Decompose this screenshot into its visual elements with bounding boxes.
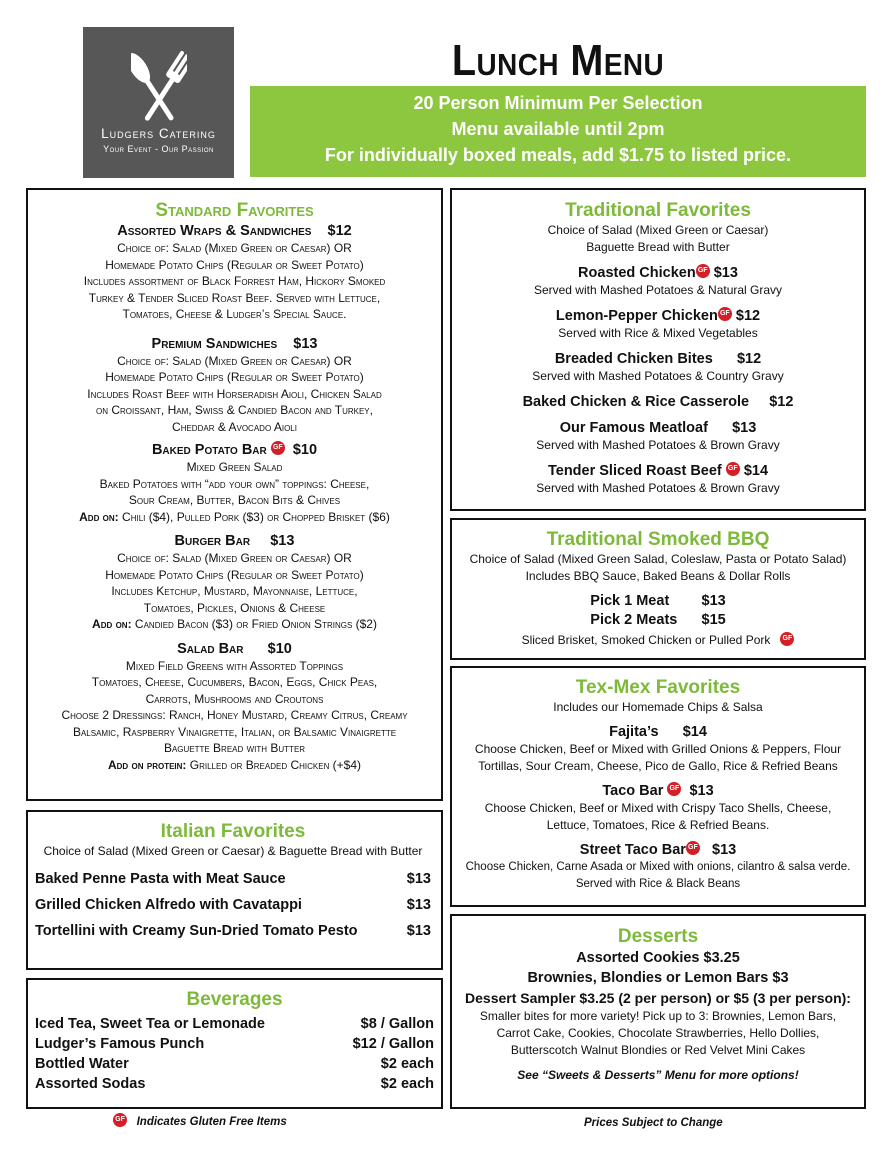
item-price: $13 bbox=[689, 783, 714, 799]
item-description: Served with Mashed Potatoes & Natural Gravy bbox=[533, 283, 783, 297]
addon-line bbox=[28, 616, 441, 633]
gluten-free-icon: GF bbox=[718, 307, 732, 321]
item-description bbox=[28, 459, 441, 525]
item-description bbox=[28, 658, 441, 774]
addon-text: Chili ($4), Pulled Pork ($3) or Chopped Brisket ($6) bbox=[118, 509, 390, 524]
desc-line: Carrots, Mushrooms and Croutons bbox=[145, 691, 324, 706]
desc-line: Homemade Potato Chips (Regular or Sweet Potato) bbox=[105, 257, 364, 272]
dessert-line: Dessert Sampler $3.25 (2 per person) or $5 (3 per person): bbox=[465, 990, 851, 1006]
banner-line: Menu available until 2pm bbox=[451, 119, 665, 139]
section-intro: Includes our Homemade Chips & Salsa bbox=[553, 700, 763, 714]
desc-line: Choose Chicken, Carne Asada or Mixed with onions, cilantro & salsa verde. bbox=[465, 861, 851, 873]
item-name: Pick 2 Meats bbox=[590, 612, 678, 628]
desc-line: Served with Rice & Black Beans bbox=[575, 878, 741, 890]
gluten-free-icon: GF bbox=[696, 264, 710, 278]
beverages-section bbox=[26, 978, 443, 1109]
menu-item bbox=[452, 394, 864, 411]
addon-line bbox=[28, 757, 441, 774]
item-name: Pick 1 Meat bbox=[590, 593, 670, 609]
dessert-line: Brownies, Blondies or Lemon Bars $3 bbox=[527, 970, 789, 986]
desc-line: Baked Potatoes with “add your own” toppings: Cheese, bbox=[99, 476, 370, 491]
item-price: $10 bbox=[267, 640, 292, 657]
menu-item bbox=[452, 265, 864, 282]
item-name: Baked Penne Pasta with Meat Sauce bbox=[35, 871, 286, 887]
menu-row bbox=[35, 1074, 434, 1094]
desc-line: Smaller bites for more variety! Pick up to 3: Brownies, Lemon Bars, bbox=[479, 1009, 837, 1023]
menu-item bbox=[28, 641, 441, 658]
section-title: Traditional Favorites bbox=[565, 200, 751, 221]
desc-line: Choose Chicken, Beef or Mixed with Grilled Onions & Peppers, Flour bbox=[474, 742, 842, 756]
menu-item bbox=[452, 783, 864, 800]
section-subtitle: Choice of Salad (Mixed Green or Caesar) & Baguette Bread with Butter bbox=[43, 844, 423, 858]
logo bbox=[83, 27, 234, 178]
section-title: Tex-Mex Favorites bbox=[575, 677, 741, 698]
menu-item bbox=[452, 463, 864, 480]
menu-item bbox=[452, 308, 864, 325]
section-title: Traditional Smoked BBQ bbox=[546, 529, 770, 550]
item-name: Our Famous Meatloaf bbox=[559, 420, 708, 436]
intro-line: Choice of Salad (Mixed Green or Caesar) bbox=[547, 223, 769, 237]
italian-favorites-section bbox=[26, 810, 443, 970]
item-description bbox=[452, 859, 864, 893]
item-price: $14 bbox=[682, 724, 707, 740]
item-name: Salad Bar bbox=[177, 640, 244, 657]
prices-note: Prices Subject to Change bbox=[584, 1117, 723, 1129]
menu-item bbox=[28, 223, 441, 240]
item-price: $13 bbox=[406, 923, 431, 939]
item-name: Iced Tea, Sweet Tea or Lemonade bbox=[35, 1016, 265, 1032]
menu-item bbox=[28, 442, 441, 459]
item-name: Tender Sliced Roast Beef bbox=[547, 463, 722, 479]
section-title: Desserts bbox=[617, 926, 699, 947]
desc-line: Includes Ketchup, Mustard, Mayonnaise, Lettuce, bbox=[111, 584, 358, 598]
item-name: Assorted Sodas bbox=[35, 1076, 146, 1092]
item-price: $13 bbox=[712, 842, 737, 858]
item-price: $15 bbox=[701, 612, 726, 628]
menu-row bbox=[35, 897, 431, 913]
banner-line: For individually boxed meals, add $1.75 to listed price. bbox=[324, 145, 792, 165]
item-description: Served with Rice & Mixed Vegetables bbox=[558, 326, 758, 340]
desc-line: Tomatoes, Pickles, Onions & Cheese bbox=[143, 600, 326, 615]
section-intro bbox=[452, 222, 864, 256]
desc-line: Includes Roast Beef with Horseradish Aioli, Chicken Salad bbox=[87, 386, 382, 401]
desc-line: Butterscotch Walnut Blondies or Red Velvet Mini Cakes bbox=[510, 1043, 806, 1057]
item-description bbox=[452, 1008, 864, 1059]
banner-line: 20 Person Minimum Per Selection bbox=[413, 93, 703, 113]
item-name: Breaded Chicken Bites bbox=[554, 351, 713, 367]
item-name: Ludger’s Famous Punch bbox=[35, 1036, 205, 1052]
logo-name: Ludgers Catering bbox=[101, 126, 216, 141]
item-name: Street Taco Bar bbox=[579, 842, 686, 858]
desc-line: Baguette Bread with Butter bbox=[163, 741, 306, 755]
info-banner bbox=[250, 86, 866, 177]
desc-line: Homemade Potato Chips (Regular or Sweet Potato) bbox=[105, 567, 364, 582]
meat-options: Sliced Brisket, Smoked Chicken or Pulled Pork bbox=[521, 633, 771, 647]
item-price: $8 / Gallon bbox=[360, 1016, 434, 1032]
desc-line: Includes assortment of Black Forrest Ham, Hickory Smoked bbox=[83, 274, 386, 288]
menu-item bbox=[28, 533, 441, 550]
desc-line: Choice of: Salad (Mixed Green or Caesar) OR bbox=[117, 353, 352, 368]
item-price: $12 bbox=[735, 308, 761, 324]
item-price: $13 bbox=[293, 335, 318, 352]
page-title: Lunch Menu bbox=[451, 36, 665, 85]
menu-row bbox=[35, 1054, 434, 1074]
desc-line: Choose Chicken, Beef or Mixed with Crispy Taco Shells, Cheese, bbox=[484, 801, 832, 815]
gf-note: Indicates Gluten Free Items bbox=[136, 1116, 287, 1129]
desc-line: Tomatoes, Cheese & Ludger’s Special Sauce. bbox=[122, 307, 347, 321]
intro-line: Baguette Bread with Butter bbox=[586, 240, 730, 254]
gluten-free-icon: GF bbox=[113, 1113, 127, 1127]
item-price: $13 bbox=[701, 593, 726, 609]
item-description bbox=[28, 550, 441, 633]
item-price: $13 bbox=[406, 897, 431, 913]
addon-text: Candied Bacon ($3) or Fried Onion Strings ($2) bbox=[131, 617, 377, 631]
item-name: Assorted Wraps & Sandwiches bbox=[117, 223, 312, 239]
desc-line: on Croissant, Ham, Swiss & Candied Bacon and Turkey, bbox=[96, 403, 373, 417]
desc-line: Carrot Cake, Cookies, Chocolate Strawberries, Hello Dollies, bbox=[496, 1026, 820, 1040]
item-price: $2 each bbox=[380, 1056, 434, 1072]
desc-line: Turkey & Tender Sliced Roast Beef. Served with Lettuce, bbox=[88, 290, 381, 305]
addon-label: Add on: bbox=[79, 509, 119, 524]
item-price: $12 bbox=[769, 394, 794, 410]
item-name: Bottled Water bbox=[35, 1056, 129, 1072]
item-price: $13 bbox=[713, 265, 738, 281]
menu-item bbox=[452, 724, 864, 741]
desc-line: Mixed Field Greens with Assorted Toppings bbox=[125, 658, 344, 673]
menu-item bbox=[452, 592, 864, 611]
dessert-note: See “Sweets & Desserts” Menu for more options! bbox=[517, 1068, 799, 1082]
desc-line: Balsamic, Raspberry Vinaigrette, Italian, or Balsamic Vinaigrette bbox=[72, 724, 397, 739]
desc-line: Choice of: Salad (Mixed Green or Caesar) OR bbox=[117, 551, 352, 565]
item-name: Premium Sandwiches bbox=[151, 335, 278, 352]
item-price: $10 bbox=[292, 442, 318, 458]
intro-line: Includes BBQ Sauce, Baked Beans & Dollar Rolls bbox=[525, 569, 791, 583]
item-description bbox=[452, 632, 864, 649]
gluten-free-icon: GF bbox=[271, 441, 285, 455]
addon-label: Add on protein: bbox=[107, 757, 187, 772]
addon-label: Add on: bbox=[92, 617, 132, 631]
item-description bbox=[28, 240, 441, 323]
desc-line: Choose 2 Dressings: Ranch, Honey Mustard, Creamy Citrus, Creamy bbox=[61, 708, 408, 722]
item-name: Burger Bar bbox=[174, 533, 251, 549]
item-price: $12 bbox=[327, 223, 352, 239]
standard-favorites-section bbox=[26, 188, 443, 801]
section-intro bbox=[452, 551, 864, 585]
menu-row bbox=[35, 923, 431, 939]
item-price: $12 / Gallon bbox=[352, 1036, 434, 1052]
gluten-free-icon: GF bbox=[686, 841, 700, 855]
item-description: Served with Mashed Potatoes & Brown Gravy bbox=[536, 481, 780, 495]
item-price: $2 each bbox=[380, 1076, 434, 1092]
gluten-free-icon: GF bbox=[780, 632, 794, 646]
menu-item bbox=[28, 336, 441, 353]
logo-tagline: Your Event - Our Passion bbox=[103, 144, 214, 154]
item-name: Taco Bar bbox=[602, 783, 664, 799]
desserts-section bbox=[450, 914, 866, 1109]
item-name: Grilled Chicken Alfredo with Cavatappi bbox=[35, 897, 302, 913]
gluten-free-icon: GF bbox=[726, 462, 740, 476]
item-name: Baked Potato Bar bbox=[151, 442, 267, 458]
item-name: Fajita’s bbox=[609, 724, 659, 740]
item-price: $13 bbox=[406, 871, 431, 887]
desc-line: Tortillas, Sour Cream, Cheese, Pico de Gallo, Rice & Refried Beans bbox=[478, 759, 838, 773]
gluten-free-icon: GF bbox=[667, 782, 681, 796]
item-name: Roasted Chicken bbox=[578, 265, 696, 281]
intro-line: Choice of Salad (Mixed Green Salad, Coleslaw, Pasta or Potato Salad) bbox=[469, 552, 847, 566]
section-title: Beverages bbox=[186, 989, 283, 1010]
item-price: $12 bbox=[736, 351, 762, 367]
menu-item bbox=[452, 420, 864, 437]
menu-item bbox=[452, 842, 864, 859]
item-price: $13 bbox=[732, 420, 757, 436]
item-description bbox=[452, 800, 864, 834]
gf-legend bbox=[113, 1115, 287, 1129]
item-name: Tortellini with Creamy Sun-Dried Tomato Pesto bbox=[35, 923, 358, 939]
tex-mex-section bbox=[450, 666, 866, 907]
dessert-line: Assorted Cookies $3.25 bbox=[576, 950, 740, 966]
desc-line: Mixed Green Salad bbox=[186, 460, 283, 474]
menu-row bbox=[35, 1014, 434, 1034]
menu-item bbox=[452, 611, 864, 630]
desc-line: Choice of: Salad (Mixed Green or Caesar) OR bbox=[117, 241, 352, 255]
desc-line: Sour Cream, Butter, Bacon Bits & Chives bbox=[128, 493, 341, 507]
menu-row bbox=[35, 871, 431, 887]
addon-line bbox=[28, 509, 441, 526]
item-price: $13 bbox=[270, 533, 295, 549]
item-name: Baked Chicken & Rice Casserole bbox=[522, 394, 750, 410]
item-price: $14 bbox=[743, 463, 769, 479]
utensils-icon bbox=[131, 39, 187, 123]
section-title: Standard Favorites bbox=[155, 200, 314, 221]
item-description: Served with Mashed Potatoes & Country Gravy bbox=[532, 369, 784, 383]
menu-row bbox=[35, 1034, 434, 1054]
item-name: Lemon-Pepper Chicken bbox=[555, 308, 718, 324]
traditional-favorites-section bbox=[450, 188, 866, 511]
item-description bbox=[28, 353, 441, 436]
menu-item bbox=[452, 351, 864, 368]
item-description bbox=[452, 741, 864, 775]
item-description: Served with Mashed Potatoes & Brown Gravy bbox=[536, 438, 780, 452]
smoked-bbq-section bbox=[450, 518, 866, 660]
desc-line: Lettuce, Tomatoes, Rice & Refried Beans. bbox=[546, 818, 770, 832]
addon-text: Grilled or Breaded Chicken (+$4) bbox=[186, 757, 362, 772]
desc-line: Cheddar & Avocado Aioli bbox=[172, 419, 297, 434]
desc-line: Tomatoes, Cheese, Cucumbers, Bacon, Eggs, Chick Peas, bbox=[91, 675, 378, 689]
desc-line: Homemade Potato Chips (Regular or Sweet Potato) bbox=[105, 370, 364, 384]
section-title: Italian Favorites bbox=[160, 821, 306, 842]
